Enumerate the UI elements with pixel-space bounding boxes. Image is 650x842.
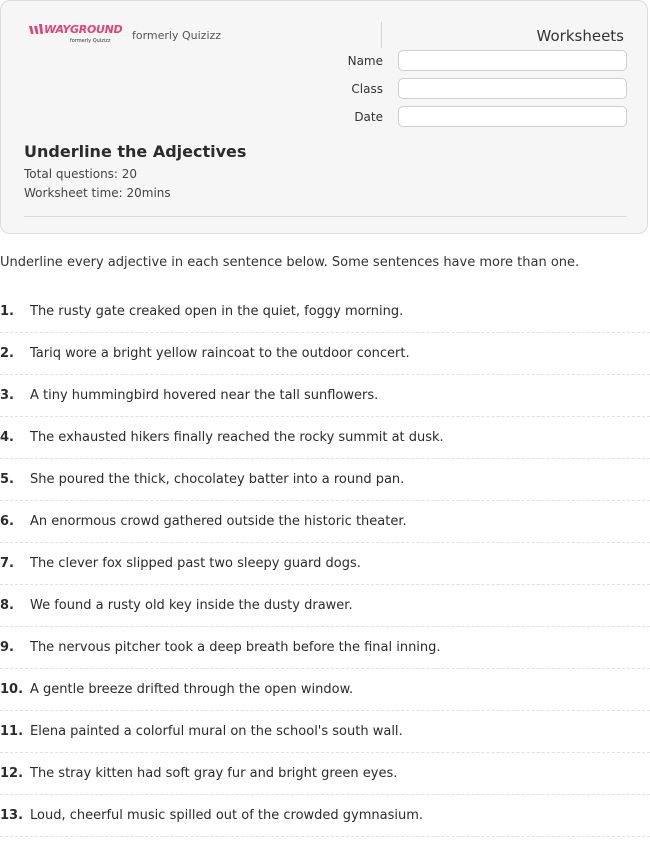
instructions-text: Underline every adjective in each sentence below. Some sentences have more than one. (0, 255, 580, 270)
question-text: Loud, cheerful music spilled out of the crowded gymnasium. (30, 808, 424, 823)
question-item (0, 543, 650, 585)
question-number: 11. (0, 724, 24, 739)
worksheet-title: Underline the Adjectives (24, 142, 247, 161)
question-number: 5. (0, 472, 14, 487)
question-number: 7. (0, 556, 14, 571)
question-number: 1. (0, 304, 14, 319)
name-field[interactable] (398, 50, 627, 71)
date-label: Date (354, 110, 383, 124)
question-number: 10. (0, 682, 24, 697)
class-label: Class (351, 82, 383, 96)
question-item (0, 753, 650, 795)
question-item (0, 795, 650, 837)
formerly-quizizz-label: formerly Quizizz (132, 29, 222, 42)
question-number: 3. (0, 388, 14, 403)
question-item (0, 627, 650, 669)
question-number: 12. (0, 766, 24, 781)
worksheet-time: Worksheet time: 20mins (24, 186, 171, 200)
question-number: 4. (0, 430, 14, 445)
wayground-logo (29, 23, 123, 47)
name-label: Name (347, 54, 383, 68)
question-item (0, 417, 650, 459)
total-questions: Total questions: 20 (24, 167, 138, 181)
question-item (0, 333, 650, 375)
question-text: We found a rusty old key inside the dusty drawer. (30, 598, 353, 613)
question-item (0, 711, 650, 753)
question-item (0, 459, 650, 501)
question-text: An enormous crowd gathered outside the historic theater. (30, 514, 407, 529)
class-field[interactable] (398, 78, 627, 99)
question-list (0, 291, 650, 837)
logo-mark-icon (29, 24, 43, 36)
worksheets-label: Worksheets (536, 27, 624, 45)
question-number: 2. (0, 346, 14, 361)
worksheet-header (0, 0, 648, 234)
question-number: 6. (0, 514, 14, 529)
question-text: The clever fox slipped past two sleepy guard dogs. (30, 556, 361, 571)
question-text: The nervous pitcher took a deep breath before the final inning. (30, 640, 441, 655)
question-item (0, 501, 650, 543)
question-text: Tariq wore a bright yellow raincoat to the outdoor concert. (30, 346, 410, 361)
logo-wordmark: WAYGROUND (44, 23, 123, 36)
question-number: 9. (0, 640, 14, 655)
header-divider (381, 22, 382, 48)
question-item (0, 669, 650, 711)
logo-subtext: formerly Quizizz (70, 38, 111, 44)
question-text: A gentle breeze drifted through the open window. (30, 682, 354, 697)
question-text: Elena painted a colorful mural on the school's south wall. (30, 724, 403, 739)
question-text: The exhausted hikers finally reached the rocky summit at dusk. (30, 430, 444, 445)
question-text: A tiny hummingbird hovered near the tall sunflowers. (30, 388, 379, 403)
question-text: The stray kitten had soft gray fur and bright green eyes. (30, 766, 398, 781)
question-number: 8. (0, 598, 14, 613)
question-item (0, 585, 650, 627)
question-number: 13. (0, 808, 24, 823)
question-text: She poured the thick, chocolatey batter into a round pan. (30, 472, 405, 487)
question-item (0, 291, 650, 333)
header-bottom-divider (24, 216, 627, 217)
question-item (0, 375, 650, 417)
date-field[interactable] (398, 106, 627, 127)
question-text: The rusty gate creaked open in the quiet, foggy morning. (30, 304, 404, 319)
